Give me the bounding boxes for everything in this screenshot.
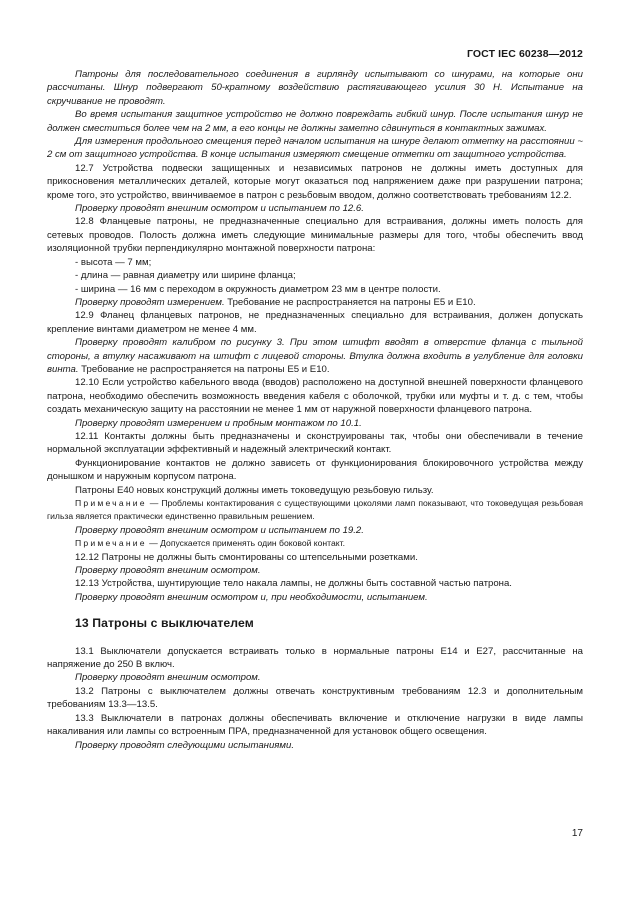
paragraph: Функционирование контактов не должно зависеть от функционирования блокировочного устройства между донышком и наружным корпусом патрона. — [47, 457, 583, 483]
verification-note: Проверку проводят внешним осмотром и, при необходимости, испытанием. — [75, 591, 428, 603]
note-text: — Проблемы контактирования с существующими цоколями ламп показывают, что токоведущая резьбовая гильза является практически единственно правильным решением. — [47, 498, 583, 522]
clause-13-3: 13.3 Выключатели в патронах должны обеспечивать включение и отключение нагрузки в виде лампы накаливания или лампы со встроенным ПРА, предназначенной для установок общего освещения. — [47, 712, 583, 738]
note-paragraph — [47, 537, 583, 550]
clause-12-9: 12.9 Фланец фланцевых патронов, не предназначенных специально для встраивания, должен допускать крепление винтами диаметром не менее 4 мм. — [47, 310, 583, 335]
note-label: Примечание — [75, 538, 147, 549]
note-label: Примечание — [75, 498, 147, 508]
note-text: — Допускается применять один боковой контакт. — [146, 538, 346, 549]
clause-13-2: 13.2 Патроны с выключателем должны отвечать конструктивным требованиям 12.3 и дополнительным требованиям 13.3—13.5. — [47, 685, 583, 711]
paragraph: Патроны Е40 новых конструкций должны иметь токоведущую резьбовую гильзу. — [75, 484, 434, 496]
paragraph: Патроны для последовательного соединения в гирлянду испытывают со шнурами, на которые они рассчитаны. Шнур подвергают 50-кратному воздействию растягивающего усилия 30 Н. Испытание на скручивание не проводят. — [47, 69, 583, 107]
verification-text: Проверку проводят измерением. — [75, 296, 225, 308]
verification-note: Проверку проводят внешним осмотром. — [75, 672, 261, 684]
paragraph: Для измерения продольного смещения перед началом испытания на шнуре делают отметку на расстоянии ~ 2 см от защитного устройства. В конце испытания измеряют смещение отметки от защитного устройства. — [47, 136, 583, 161]
clause-12-10: 12.10 Если устройство кабельного ввода (вводов) расположено на доступной внешней поверхности фланцевого патрона, необходимо обеспечить возможность введения кабеля с оболочкой, трубки или муфты и т. д. с тем, чтобы создать механическую защиту на расстоянии не менее 1 мм от наружной поверхности фланцевого патрона. — [47, 377, 583, 416]
requirement-text: Требование не распространяется на патроны Е5 и Е10. — [224, 296, 476, 308]
clause-12-12: 12.12 Патроны не должны быть смонтированы со штепсельными розетками. — [75, 551, 418, 563]
verification-note — [47, 296, 583, 309]
list-item: - длина — равная диаметру или ширине фланца; — [75, 270, 296, 282]
verification-note — [47, 336, 583, 376]
clause-12-13: 12.13 Устройства, шунтирующие тело накала лампы, не должны быть составной частью патрона. — [75, 578, 512, 590]
clause-13-1: 13.1 Выключатели допускается встраивать только в нормальные патроны Е14 и Е27, рассчитанные на напряжение до 250 В включ. — [47, 645, 583, 671]
verification-text: Проверку проводят калибром по рисунку 3. При этом штифт вводят в отверстие фланца с тыльной стороны, а втулку насаживают на штифт с лицевой стороны. Втулка должна входить в углубление для головки винта. — [47, 337, 583, 375]
list-item: - ширина — 16 мм с переходом в окружность диаметром 23 мм в центре полости. — [75, 283, 441, 295]
standard-header: ГОСТ IEC 60238—2012 — [466, 48, 583, 60]
section-title: 13 Патроны с выключателем — [75, 616, 254, 631]
verification-note: Проверку проводят измерением и пробным монтажом по 10.1. — [75, 417, 362, 429]
verification-note: Проверку проводят внешним осмотром. — [75, 565, 261, 577]
clause-12-11: 12.11 Контакты должны быть предназначены и сконструированы так, чтобы они обеспечивали в течение нормальной эксплуатации эффективный и надежный электрический контакт. — [47, 430, 583, 456]
verification-note: Проверку проводят следующими испытаниями. — [75, 739, 294, 751]
clause-12-8: 12.8 Фланцевые патроны, не предназначенные специально для встраивания, должны иметь полость для сетевых проводов. Полость должна иметь следующие минимальные размеры для того, чтобы обеспечить ввод изоляционной трубки перпендикулярно монтажной поверхности патрона: — [47, 216, 583, 255]
clause-12-7: 12.7 Устройства подвески защищенных и независимых патронов не должны иметь доступных для прикосновения металлических деталей, которые могут оказаться под напряжением даже при разрушении патрона; кроме того, это устройство, ввинчиваемое в патрон с резьбовым вводом, должно соответствовать требованиям 12.2. — [47, 162, 583, 201]
document-body — [47, 68, 583, 752]
page-number: 17 — [571, 828, 583, 839]
list-item: - высота — 7 мм; — [75, 256, 152, 268]
verification-note: Проверку проводят внешним осмотром и испытанием по 12.6. — [75, 203, 364, 215]
paragraph: Во время испытания защитное устройство не должно повреждать гибкий шнур. После испытания шнур не должен сместиться более чем на 2 мм, а его концы не должны заметно сдвинуться в контактных зажимах. — [47, 109, 583, 134]
requirement-text: Требование не распространяется на патроны Е5 и Е10. — [78, 363, 330, 375]
note-paragraph — [47, 497, 583, 524]
verification-note: Проверку проводят внешним осмотром и испытанием по 19.2. — [75, 524, 364, 536]
